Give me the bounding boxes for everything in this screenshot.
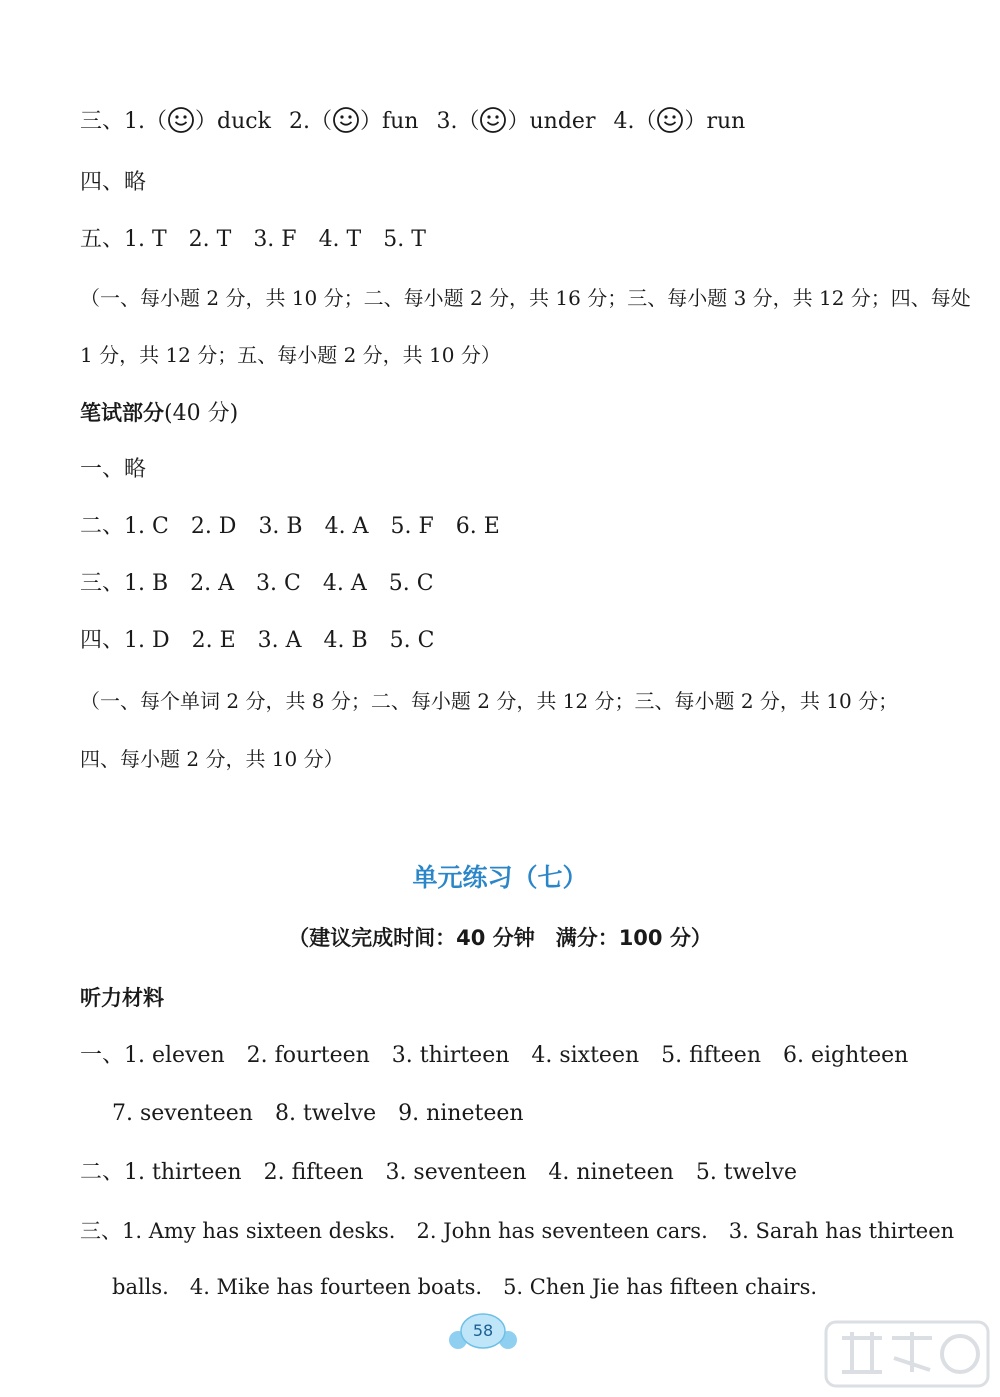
written-row-section1: 一、略 <box>80 457 147 482</box>
answer-word: run <box>706 109 746 134</box>
answer-row-section4: 四、略 <box>80 170 147 195</box>
written-scoring-line1: （一、每个单词 2 分，共 8 分；二、每小题 2 分，共 12 分；三、每小题 2 分，共 10 分； <box>80 689 899 713</box>
unit-subtitle: （建议完成时间：40 分钟 满分：100 分） <box>288 926 712 950</box>
written-part-title: 笔试部分 <box>80 401 164 425</box>
smiley-face-icon <box>656 106 684 134</box>
section-prefix: 三、 <box>80 109 125 134</box>
material-row-section1-line2: 7. seventeen 8. twelve 9. nineteen <box>112 1101 524 1126</box>
smiley-face-icon <box>479 106 507 134</box>
answer-word: duck <box>217 109 271 134</box>
written-part-points: (40 分) <box>164 401 239 426</box>
scoring-note-line2: 1 分，共 12 分；五、每小题 2 分，共 10 分） <box>80 343 501 367</box>
written-part-heading <box>80 393 238 433</box>
smiley-face-icon <box>332 106 360 134</box>
answer-row-section3: 三、1.（ ）duck 2.（ ）fun 3.（ ）under 4.（ ）run <box>80 102 745 142</box>
written-row-section4: 四、1. D 2. E 3. A 4. B 5. C <box>80 628 435 653</box>
listening-material-heading: 听力材料 <box>80 986 164 1010</box>
item-number: 1. <box>124 109 146 134</box>
item-number: 4. <box>613 109 635 134</box>
item-number: 3. <box>436 109 458 134</box>
item-number: 2. <box>288 109 310 134</box>
answer-row-section5: 五、1. T 2. T 3. F 4. T 5. T <box>80 227 426 252</box>
unit-title: 单元练习（七） <box>412 863 588 892</box>
page-number-badge <box>448 1310 518 1352</box>
material-row-section2: 二、1. thirteen 2. fifteen 3. seventeen 4. nineteen 5. twelve <box>80 1160 797 1185</box>
material-row-section1-line1: 一、1. eleven 2. fourteen 3. thirteen 4. sixteen 5. fifteen 6. eighteen <box>80 1043 909 1068</box>
scoring-note-line1: （一、每小题 2 分，共 10 分；二、每小题 2 分，共 16 分；三、每小题 3 分，共 12 分；四、每处 <box>80 286 971 310</box>
page-number: 58 <box>472 1321 494 1340</box>
material-row-section3-line1: 三、1. Amy has sixteen desks. 2. John has seventeen cars. 3. Sarah has thirteen <box>80 1219 955 1243</box>
answer-word: under <box>529 109 596 134</box>
written-row-section2: 二、1. C 2. D 3. B 4. A 5. F 6. E <box>80 514 500 539</box>
smiley-face-icon <box>167 106 195 134</box>
watermark-logo-icon <box>822 1318 992 1390</box>
written-row-section3: 三、1. B 2. A 3. C 4. A 5. C <box>80 571 434 596</box>
answer-word: fun <box>381 109 419 134</box>
written-scoring-line2: 四、每小题 2 分，共 10 分） <box>80 747 344 771</box>
material-row-section3-line2: balls. 4. Mike has fourteen boats. 5. Chen Jie has fifteen chairs. <box>112 1275 818 1299</box>
